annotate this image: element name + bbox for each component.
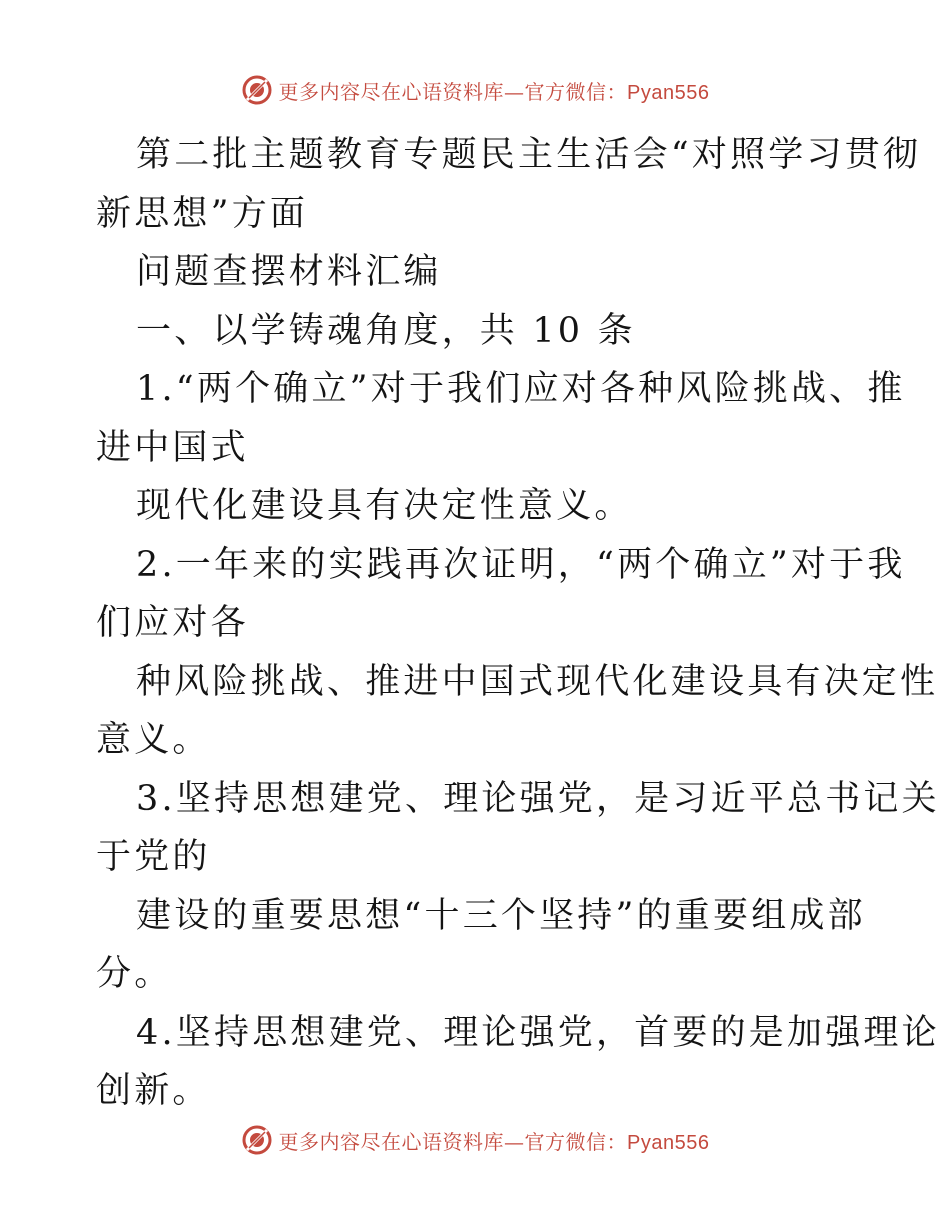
banner-separator: —: [504, 79, 525, 104]
text-line: 1.“两个确立”对于我们应对各种风险挑战、推: [136, 369, 906, 409]
text-line: 们应对各: [96, 603, 249, 643]
banner-text: [279, 76, 710, 105]
text-line: 4.坚持思想建党、理论强党，首要的是加强理论: [136, 1012, 940, 1053]
seal-pen-icon: [241, 1124, 273, 1156]
banner-separator: —: [504, 1129, 525, 1154]
text-line: 进中国式: [96, 427, 249, 468]
text-line: 建设的重要思想“十三个坚持”的重要组成部: [136, 895, 866, 936]
seal-pen-icon: [241, 74, 273, 106]
footer-banner: [0, 1120, 950, 1160]
text-line: 创新。: [96, 1071, 211, 1111]
banner-official-label: 官方微信：: [524, 79, 628, 104]
header-banner: [0, 70, 950, 110]
text-line: 一、以学铸魂角度，共 10 条: [136, 310, 636, 351]
text-line: 第二批主题教育专题民主生活会“对照学习贯彻: [136, 135, 922, 175]
banner-official-label: 官方微信：: [524, 1129, 628, 1154]
text-line: 3.坚持思想建党、理论强党，是习近平总书记关: [136, 778, 940, 819]
document-body: [96, 126, 940, 1121]
text-line: 意义。: [96, 720, 211, 760]
text-line: 分。: [96, 954, 173, 994]
text-line: 种风险挑战、推进中国式现代化建设具有决定性: [136, 661, 939, 702]
banner-main-text: 更多内容尽在心语资料库: [278, 1129, 505, 1154]
text-line: 2.一年来的实践再次证明，“两个确立”对于我: [136, 544, 906, 585]
banner-text: [279, 1126, 710, 1155]
text-line: 问题查摆材料汇编: [136, 252, 442, 292]
text-line: 于党的: [96, 837, 211, 877]
banner-wechat-id: Pyan556: [627, 1131, 710, 1154]
text-line: 现代化建设具有决定性意义。: [136, 486, 633, 526]
text-line: 新思想”方面: [96, 193, 309, 234]
banner-wechat-id: Pyan556: [627, 81, 710, 104]
banner-main-text: 更多内容尽在心语资料库: [278, 79, 505, 104]
